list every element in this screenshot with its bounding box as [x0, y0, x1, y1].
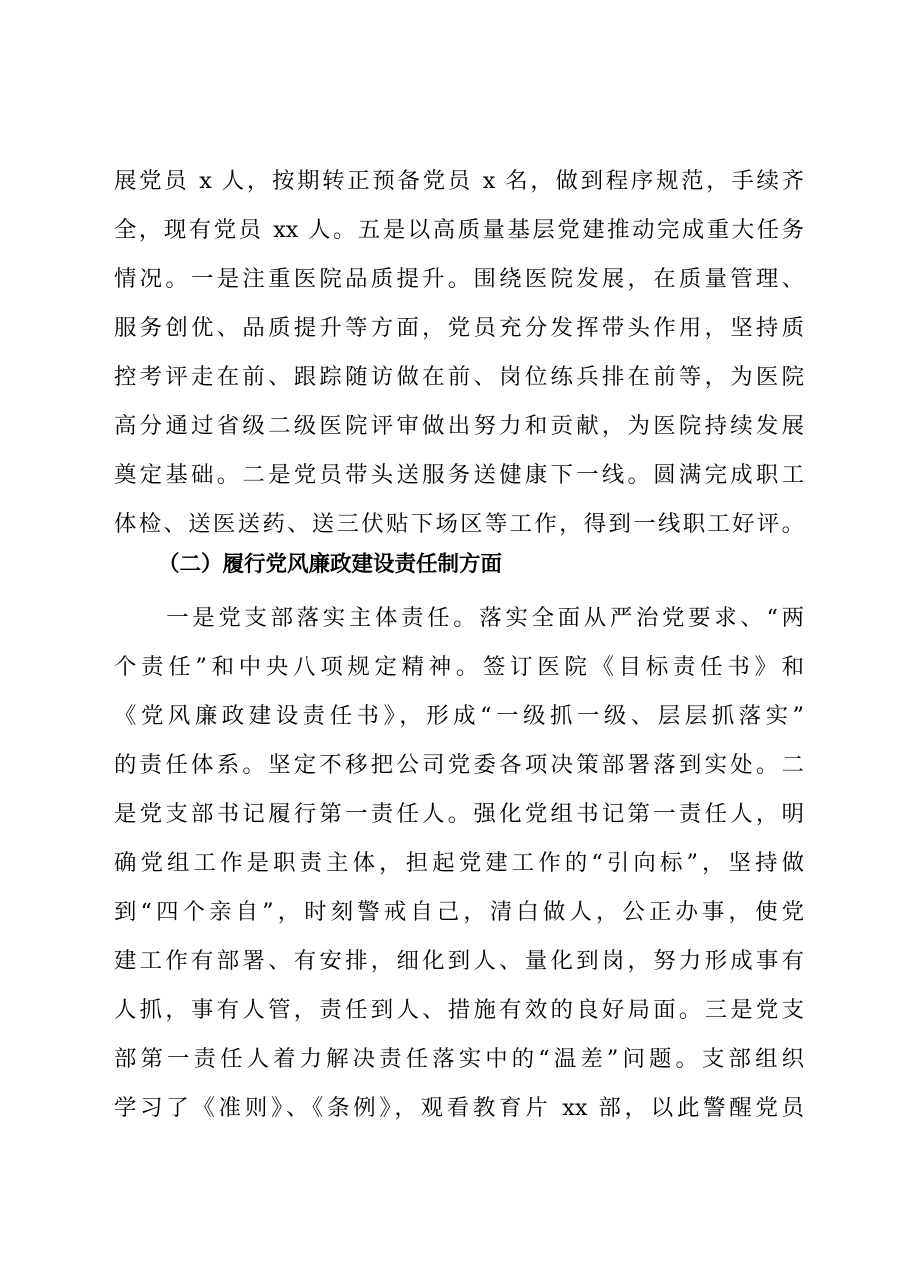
paragraph-line: 展党员 x 人，按期转正预备党员 x 名，做到程序规范，手续齐	[114, 168, 804, 194]
paragraph-line: 一是党支部落实主体责任。落实全面从严治党要求、“两	[114, 605, 804, 631]
paragraph-line: 部第一责任人着力解决责任落实中的“温差”问题。支部组织	[114, 1046, 804, 1072]
paragraph-line: 是党支部书记履行第一责任人。强化党组书记第一责任人，明	[114, 801, 804, 827]
paragraph-line: 确党组工作是职责主体，担起党建工作的“引向标”，坚持做	[114, 850, 804, 876]
paragraph-line: 情况。一是注重医院品质提升。围绕医院发展，在质量管理、	[114, 266, 804, 292]
paragraph-line: 建工作有部署、有安排，细化到人、量化到岗，努力形成事有	[114, 948, 804, 974]
paragraph-line: 学习了《准则》、《条例》，观看教育片 xx 部，以此警醒党员	[114, 1095, 804, 1121]
paragraph-line: 人抓，事有人管，责任到人、措施有效的良好局面。三是党支	[114, 997, 804, 1023]
paragraph-line: 体检、送医送药、送三伏贴下场区等工作，得到一线职工好评。	[114, 511, 804, 537]
paragraph-line: 全，现有党员 xx 人。五是以高质量基层党建推动完成重大任务	[114, 217, 804, 243]
paragraph-line: 服务创优、品质提升等方面，党员充分发挥带头作用，坚持质	[114, 315, 804, 341]
paragraph-line: 奠定基础。二是党员带头送服务送健康下一线。圆满完成职工	[114, 462, 804, 488]
section-heading: （二）履行党风廉政建设责任制方面	[158, 552, 503, 577]
paragraph-line: 到“四个亲自”，时刻警戒自己，清白做人，公正办事，使党	[114, 899, 804, 925]
paragraph-line: 控考评走在前、跟踪随访做在前、岗位练兵排在前等，为医院	[114, 364, 804, 390]
paragraph-line: 个责任”和中央八项规定精神。签订医院《目标责任书》和	[114, 654, 804, 680]
paragraph-line: 的责任体系。坚定不移把公司党委各项决策部署落到实处。二	[114, 752, 804, 778]
paragraph-line: 《党风廉政建设责任书》，形成“一级抓一级、层层抓落实”	[114, 703, 804, 729]
paragraph-line: 高分通过省级二级医院评审做出努力和贡献，为医院持续发展	[114, 413, 804, 439]
